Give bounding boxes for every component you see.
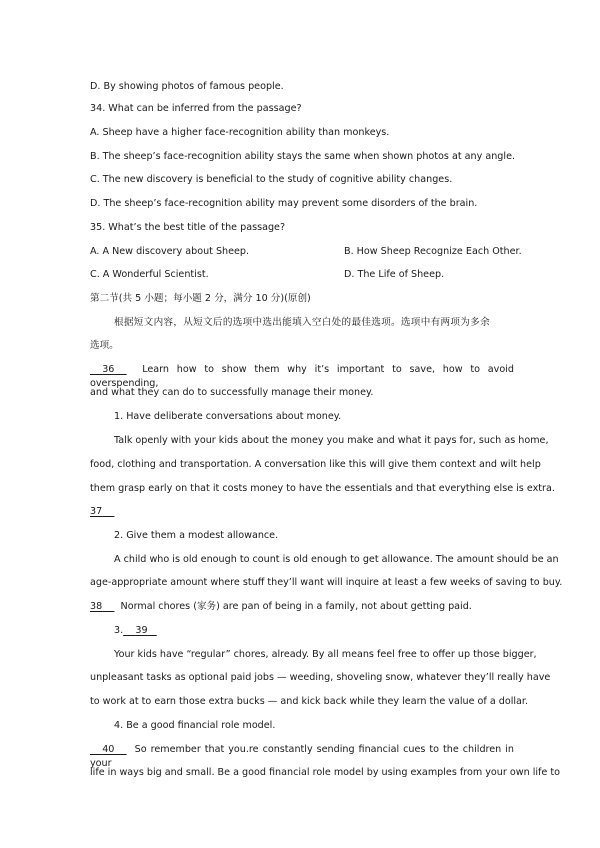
tip-2-heading: 2. Give them a modest allowance.	[114, 530, 279, 541]
paragraph-3-line2: unpleasant tasks as optional paid jobs — weeding, shoveling snow, whatever they’ll really have	[90, 672, 551, 683]
section2-instruction-line1: 根据短文内容，从短文后的选项中选出能填入空白处的最佳选项。选项中有两项为多余	[114, 317, 490, 328]
paragraph-3-line3: to work at to earn those extra bucks — and kick back while they learn the value of a dollar.	[90, 696, 529, 707]
passage-intro-line2: and what they can do to successfully manage their money.	[90, 387, 374, 398]
cues-text: So remember that you.re constantly sending financial cues to the children in your	[90, 744, 514, 769]
paragraph-2-line1: A child who is old enough to count is old enough to get allowance. The amount should be an	[114, 554, 559, 565]
q35-options-row1	[90, 245, 522, 259]
q34-option-d: D. The sheep’s face-recognition ability may prevent some disorders of the brain.	[90, 198, 478, 209]
q35-options-row2	[90, 268, 514, 282]
paragraph-4-line2: life in ways big and small. Be a good financial role model by using examples from your own life to	[90, 767, 560, 778]
q34-question: 34. What can be inferred from the passage?	[90, 103, 302, 114]
chores-text: Normal chores (家务) are pan of being in a family, not about getting paid.	[120, 601, 472, 612]
q34-option-c: C. The new discovery is beneficial to the study of cognitive ability changes.	[90, 174, 453, 185]
blank-37: 37	[90, 506, 103, 517]
paragraph-3-line1: Your kids have “regular” chores, already. By all means feel free to offer up those bigger,	[114, 649, 537, 660]
paragraph-2-line3	[90, 600, 514, 614]
blank-39: 39	[135, 625, 148, 636]
section2-instruction-line2: 选项。	[90, 340, 119, 351]
q34-option-a: A. Sheep have a higher face-recognition ability than monkeys.	[90, 127, 390, 138]
q35-option-a: A. A New discovery about Sheep.	[90, 246, 250, 257]
paragraph-1-line3: them grasp early on that it costs money to have the essentials and that everything else is extra.	[90, 483, 555, 494]
q35-question: 35. What’s the best title of the passage?	[90, 222, 286, 233]
tip-4-heading: 4. Be a good financial role model.	[114, 720, 276, 731]
q35-option-c: C. A Wonderful Scientist.	[90, 269, 209, 280]
blank-36: 36	[102, 364, 115, 375]
q35-option-b: B. How Sheep Recognize Each Other.	[344, 246, 522, 257]
q34-option-b: B. The sheep’s face-recognition ability stays the same when shown photos at any angle.	[90, 151, 516, 162]
paragraph-1-line2: food, clothing and transportation. A conversation like this will give them context and wilt help	[90, 459, 541, 470]
tip-1-heading: 1. Have deliberate conversations about money.	[114, 411, 342, 422]
tip-3-heading	[114, 624, 514, 638]
tip-3-number: 3.	[114, 625, 124, 636]
q33-option-d: D. By showing photos of famous people.	[90, 81, 284, 92]
blank-37-line	[90, 505, 514, 519]
paragraph-2-line2: age-appropriate amount where stuff they’ll want will inquire at least a few weeks of saving to buy.	[90, 577, 563, 588]
section2-heading: 第二节(共 5 小题；每小题 2 分，满分 10 分)(原创)	[90, 293, 311, 304]
blank-38: 38	[90, 601, 103, 612]
q35-option-d: D. The Life of Sheep.	[344, 269, 445, 280]
paragraph-1-line1: Talk openly with your kids about the money you make and what it pays for, such as home,	[114, 435, 549, 446]
intro-text: Learn how to show them why it’s important to save, how to avoid overspending,	[90, 364, 514, 389]
blank-40: 40	[102, 744, 115, 755]
